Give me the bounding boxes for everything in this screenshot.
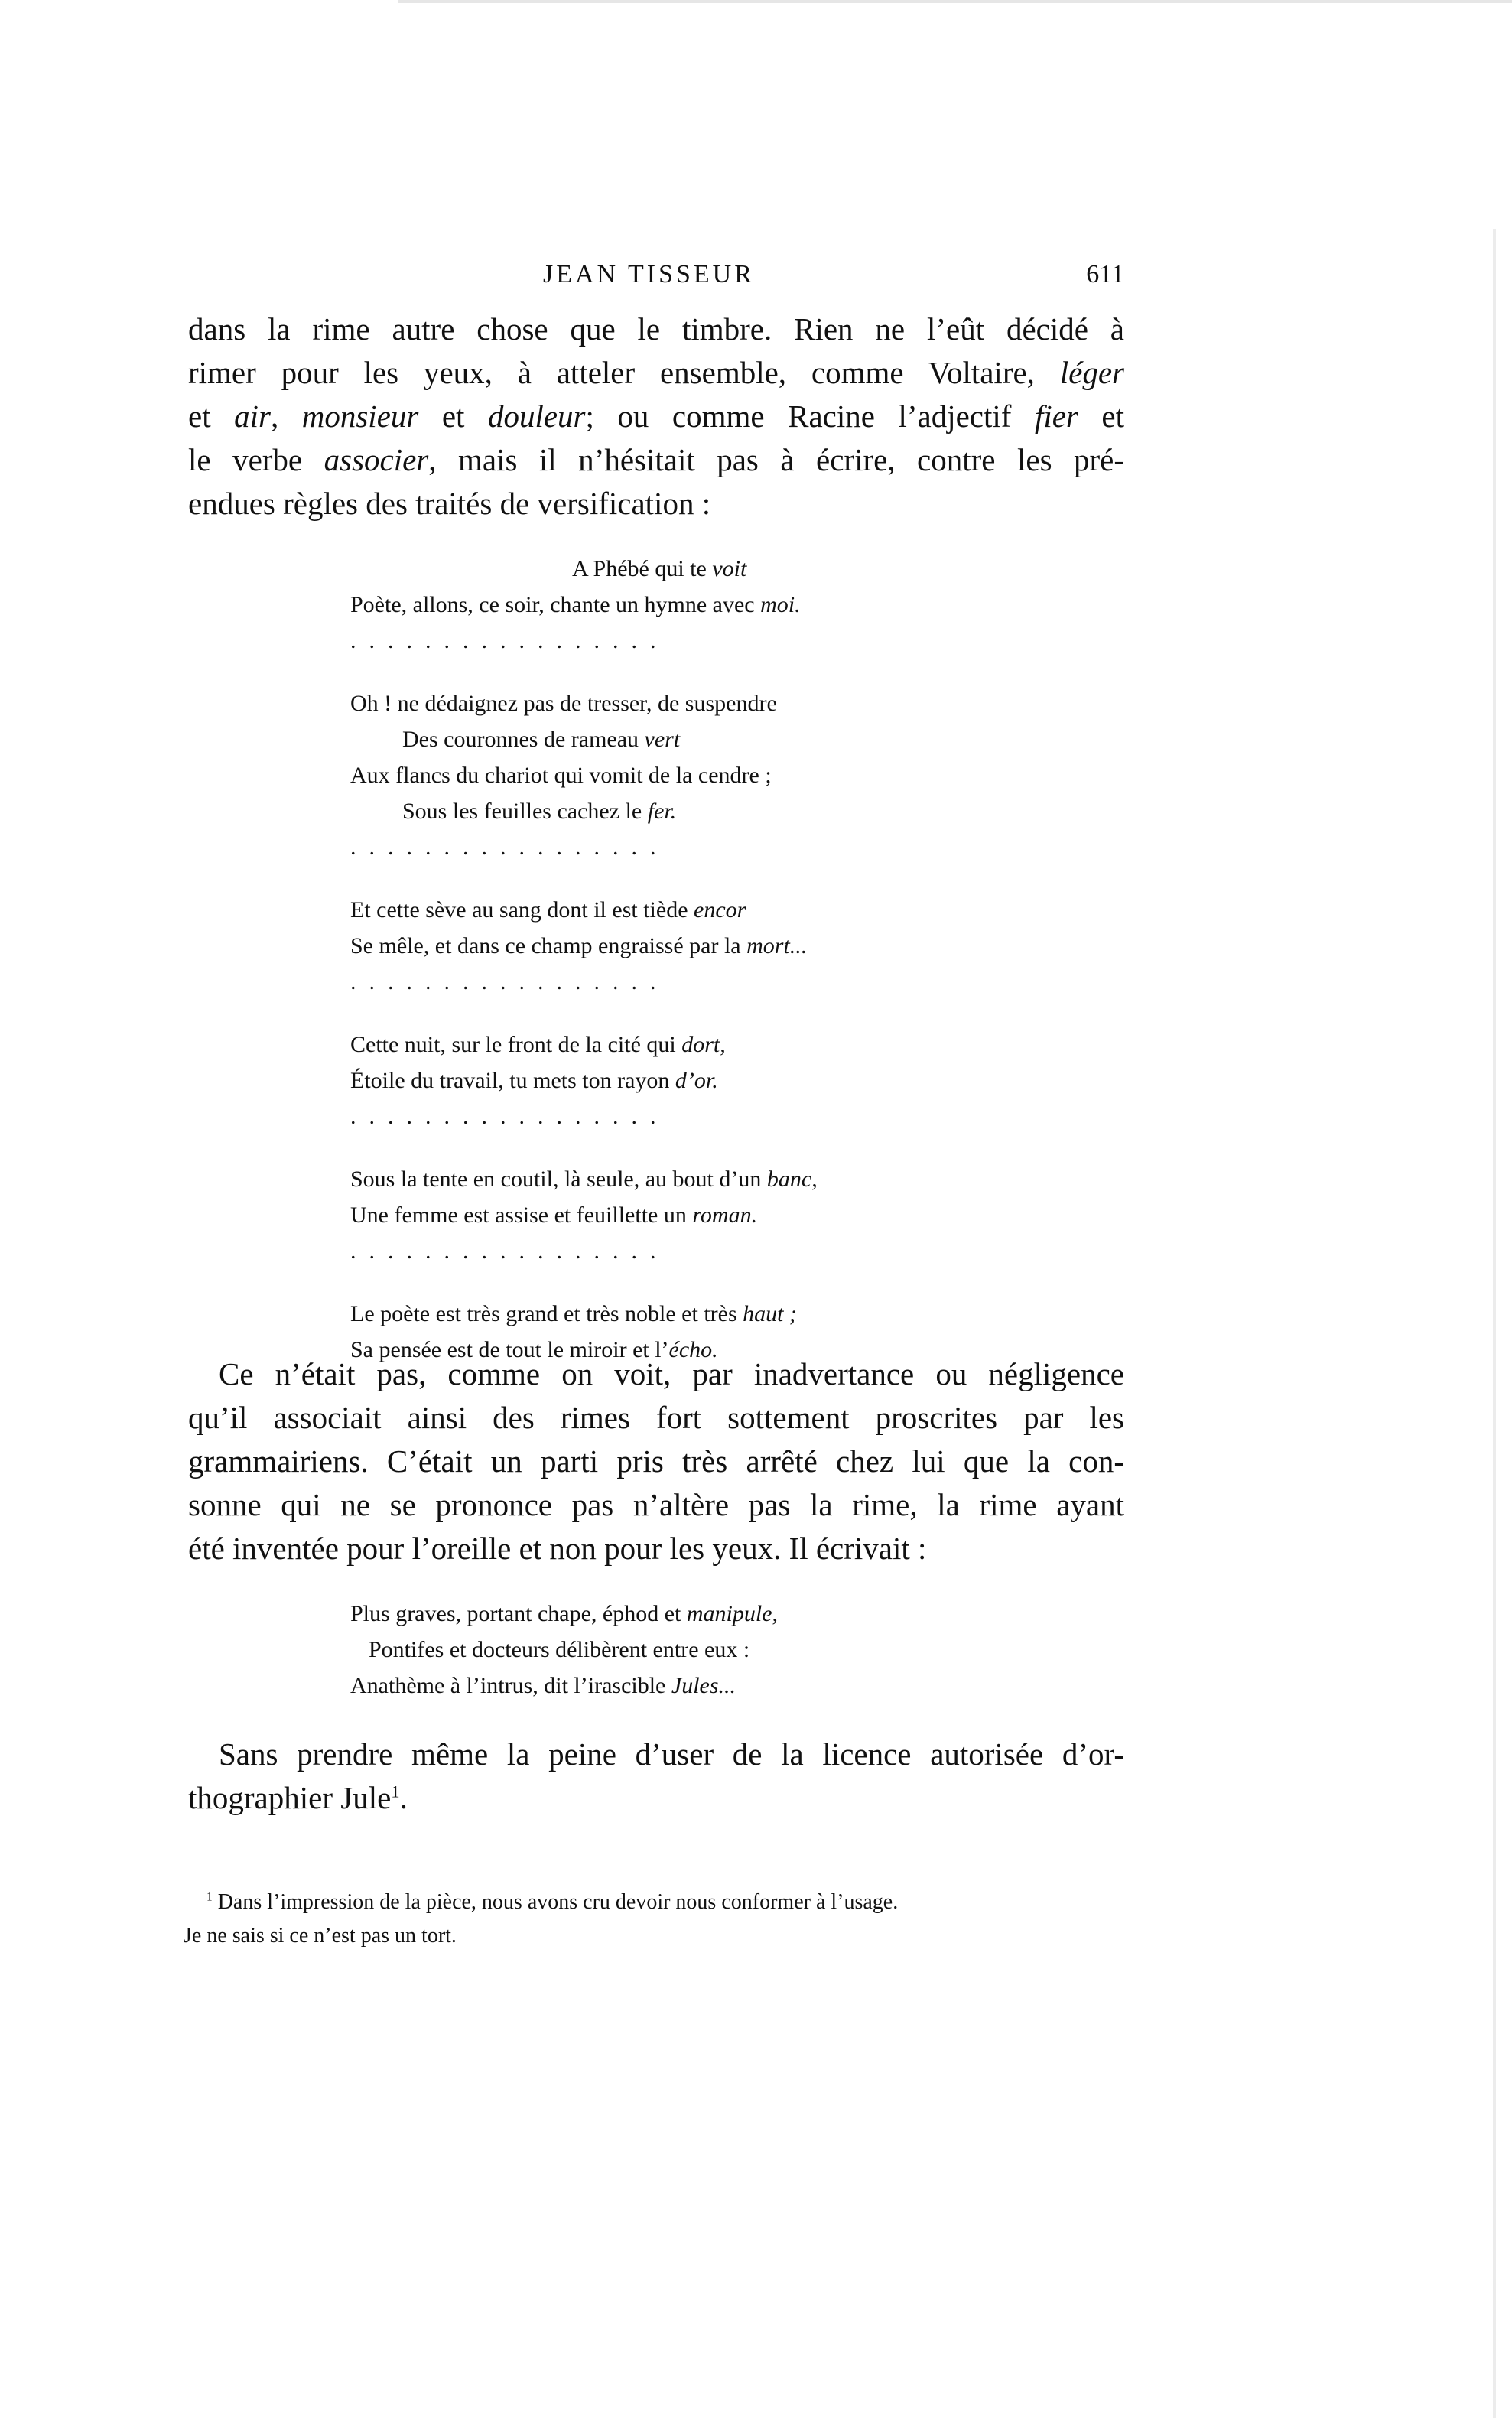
footnote-reference[interactable]: 1 <box>391 1782 400 1801</box>
verse-line: Oh ! ne dédaignez pas de tresser, de suspendre <box>350 691 777 716</box>
text-line: qu’il associait ainsi des rimes fort sottement proscrites par les <box>188 1400 1124 1435</box>
ellipsis-row: ................. <box>350 969 669 994</box>
paragraph-rimes <box>188 1352 1124 1570</box>
text-line: endues règles des traités de versification : <box>188 486 711 521</box>
text-line: grammairiens. C’était un parti pris très arrêté chez lui que la con- <box>188 1443 1124 1479</box>
text-line: Ce n’était pas, comme on voit, par inadvertance ou négligence <box>219 1356 1124 1391</box>
italic-word: associer <box>324 442 429 477</box>
italic-word: monsieur <box>301 399 419 434</box>
text-line: été inventée pour l’oreille et non pour les yeux. Il écrivait : <box>188 1531 927 1566</box>
verse-line: Se mêle, et dans ce champ engraissé par la mort... <box>350 933 808 958</box>
text-line: et air, monsieur et douleur; ou comme Racine l’adjectif fier et <box>188 399 1124 434</box>
italic-word: fier <box>1034 399 1078 434</box>
verse-line: Aux flancs du chariot qui vomit de la cendre ; <box>350 763 772 788</box>
verse-line: Et cette sève au sang dont il est tiède encor <box>350 897 746 923</box>
paragraph-orthographe <box>188 1733 1124 1820</box>
page-top-border <box>398 0 1512 3</box>
verse-line: A Phébé qui te voit <box>572 556 747 581</box>
verse-line: Le poète est très grand et très noble et très haut ; <box>350 1301 797 1326</box>
page-right-edge <box>1493 229 1496 2418</box>
text-line: sonne qui ne se prononce pas n’altère pas la rime, la rime ayant <box>188 1487 1124 1522</box>
verse-line: Sa pensée est de tout le miroir et l’écho. <box>350 1337 718 1362</box>
italic-word: air <box>234 399 271 434</box>
text-line: dans la rime autre chose que le timbre. Rien ne l’eût décidé à <box>188 311 1124 347</box>
ellipsis-row: ................. <box>350 1238 669 1264</box>
verse-line: Plus graves, portant chape, éphod et manipule, <box>350 1601 779 1626</box>
verse-line: Une femme est assise et feuillette un roman. <box>350 1202 758 1228</box>
text-line: rimer pour les yeux, à atteler ensemble, comme Voltaire, léger <box>188 355 1124 390</box>
verse-line: Cette nuit, sur le front de la cité qui dort, <box>350 1032 726 1057</box>
ellipsis-row: ................. <box>350 835 669 860</box>
page-number: 611 <box>1086 260 1124 288</box>
italic-word: douleur <box>487 399 586 434</box>
footnote-line: Je ne sais si ce n’est pas un tort. <box>184 1924 457 1948</box>
verse-line: Étoile du travail, tu mets ton rayon d’or. <box>350 1068 718 1093</box>
italic-word: léger <box>1059 355 1124 390</box>
ellipsis-row: ................. <box>350 628 669 653</box>
footnote <box>184 1886 1124 1953</box>
poem-quotation <box>350 551 1023 1368</box>
running-head: JEAN TISSEUR <box>543 260 755 288</box>
verse-line: Poète, allons, ce soir, chante un hymne avec moi. <box>350 592 801 617</box>
text-line: Sans prendre même la peine d’user de la licence autorisée d’or- <box>219 1736 1124 1772</box>
ellipsis-row: ................. <box>350 1104 669 1129</box>
verse-line: Pontifes et docteurs délibèrent entre eux : <box>369 1637 750 1662</box>
page-header <box>191 260 1124 298</box>
text-line: le verbe associer, mais il n’hésitait pas à écrire, contre les pré- <box>188 442 1125 477</box>
verse-line: Anathème à l’intrus, dit l’irascible Jules... <box>350 1673 736 1698</box>
verse-line: Sous les feuilles cachez le fer. <box>402 799 677 824</box>
footnote-line: $^1$ Dans l’impression de la pièce, nous avons cru devoir nous conformer à l’usage. <box>206 1890 899 1914</box>
poem-quotation-jules <box>350 1596 1023 1704</box>
verse-line: Des couronnes de rameau vert <box>402 727 681 752</box>
verse-line: Sous la tente en coutil, là seule, au bout d’un banc, <box>350 1167 818 1192</box>
paragraph-versification <box>188 308 1124 526</box>
footnote-marker: 1 <box>206 1890 213 1904</box>
text-line: thographier Jule$^1$. <box>188 1780 408 1815</box>
